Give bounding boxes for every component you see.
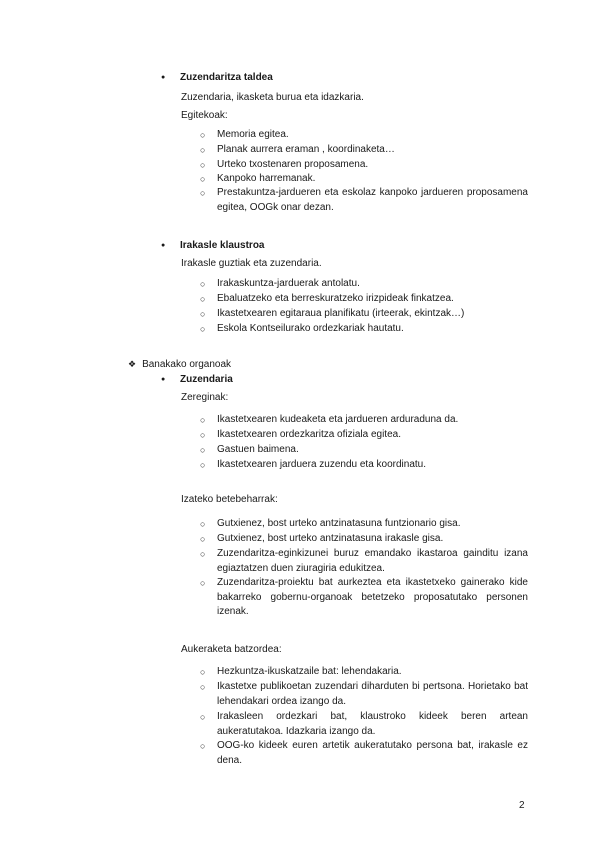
list-item: ○ Ikastetxearen jarduera zuzendu eta koordinatu. xyxy=(200,459,427,470)
list-item: ○ Gastuen baimena. xyxy=(200,444,299,455)
list-item: ○ Eskola Kontseilurako ordezkariak hautatu. xyxy=(200,323,404,334)
management-team-members: Zuzendaria, ikasketa burua eta idazkaria. xyxy=(181,92,364,103)
list-item: ○ Ikastetxearen egitaraua planifikatu (irteerak, ekintzak…) xyxy=(200,308,465,319)
document-page: Zuzendaritza taldea Zuzendaria, ikasketa burua eta idazkaria. Egitekoak: ○ Memoria egitea. ○ Planak aurrera eraman , koordinaketa… ○ Urteko txostenaren proposamena. ○ Kanpoko harremanak. ○ Prestakuntza-jardueren eta eskolaz kanpoko jardueren proposamena egitea, OOGk onar dezan. Irakasle klaustroa Irakasle guztiak eta zuzendaria. ○ Irakaskuntza-jarduerak antolatu. ○ Ebaluatzeko eta berreskuratzeko irizpideak finkatzea. ○ Ikastetxearen egitaraua planifikatu (irteerak, ekintzak…) ○ Eskola Kontseilurako ordezkariak hautatu. ❖ Banakako organoak Zuzendaria Zereginak: ○ Ikastetxearen kudeaketa eta jardueren arduraduna da. ○ Ikastetxearen ordezkaritza ofiziala egitea. ○ Gastuen baimena. ○ Ikastetxearen jarduera zuzendu eta koordinatu. Izateko betebeharrak: ○ Gutxienez, bost urteko antzinatasuna funtzionario gisa. ○ Gutxienez, bost urteko antzinatasuna irakasle gisa. ○ Zuzendaritza-eginkizunei buruz emandako ikastaroa gainditu izana egiaztatzen duen ziuragiria edukitzea. ○ Zuzendaritza-proiektu bat aurkeztea eta ikastetxeko gainerako kide bakarreko gobernu-organoak betetzeko proposatutako personen izenak. Aukeraketa batzordea: ○ Hezkuntza-ikuskatzaile bat: lehendakaria. ○ Ikastetxe publikoetan zuzendari diharduten bi pertsona. Horietako bat lehendakari ordea izango da. ○ Irakasleen ordezkari bat, klaustroko kideek beren artean aukeratutakoa. Idazkaria izango da. ○ OOG-ko kideek euren artetik aukeratutako persona bat, irakasle ez dena. 2 xyxy=(0,0,600,848)
management-team-tasks-label: Egitekoak: xyxy=(181,110,228,121)
list-item: ○ Irakasleen ordezkari bat, klaustroko kideek beren artean aukeratutakoa. Idazkaria izango da. xyxy=(200,711,528,737)
list-item: ○ Memoria egitea. xyxy=(200,129,289,140)
list-item: ○ Ikastetxearen kudeaketa eta jardueren arduraduna da. xyxy=(200,414,459,425)
list-item: ○ OOG-ko kideek euren artetik aukeratutako persona bat, irakasle ez dena. xyxy=(200,740,528,766)
list-item: ○ Zuzendaritza-proiektu bat aurkeztea eta ikastetxeko gainerako kide bakarreko gobernu-organoak betetzeko proposatutako personen izenak. xyxy=(200,577,528,617)
list-item: ○ Gutxienez, bost urteko antzinatasuna funtzionario gisa. xyxy=(200,518,461,529)
list-item: ○ Ikastetxearen ordezkaritza ofiziala egitea. xyxy=(200,429,401,440)
list-item: ○ Hezkuntza-ikuskatzaile bat: lehendakaria. xyxy=(200,666,402,677)
list-item: ○ Ikastetxe publikoetan zuzendari diharduten bi pertsona. Horietako bat lehendakari ordea izango da. xyxy=(200,681,528,707)
list-item: ○ Planak aurrera eraman , koordinaketa… xyxy=(200,144,395,155)
heading-individual-organs: ❖ Banakako organoak xyxy=(128,358,231,371)
list-item: ○ Kanpoko harremanak. xyxy=(200,173,316,184)
list-item: ○ Irakaskuntza-jarduerak antolatu. xyxy=(200,278,360,289)
director-duties-label: Zereginak: xyxy=(181,392,229,403)
selection-committee-label: Aukeraketa batzordea: xyxy=(181,644,282,655)
list-item: ○ Urteko txostenaren proposamena. xyxy=(200,159,369,170)
list-item: ○ Zuzendaritza-eginkizunei buruz emandako ikastaroa gainditu izana egiaztatzen duen ziuragiria edukitzea. xyxy=(200,548,528,574)
cloister-members: Irakasle guztiak eta zuzendaria. xyxy=(181,258,322,269)
director-requirements-label: Izateko betebeharrak: xyxy=(181,494,278,505)
list-item: ○ Ebaluatzeko eta berreskuratzeko irizpideak finkatzea. xyxy=(200,293,454,304)
list-item: ○ Prestakuntza-jardueren eta eskolaz kanpoko jardueren proposamena egitea, OOGk onar dezan. xyxy=(200,187,528,213)
list-item: ○ Gutxienez, bost urteko antzinatasuna irakasle gisa. xyxy=(200,533,444,544)
page-number: 2 xyxy=(519,800,525,811)
